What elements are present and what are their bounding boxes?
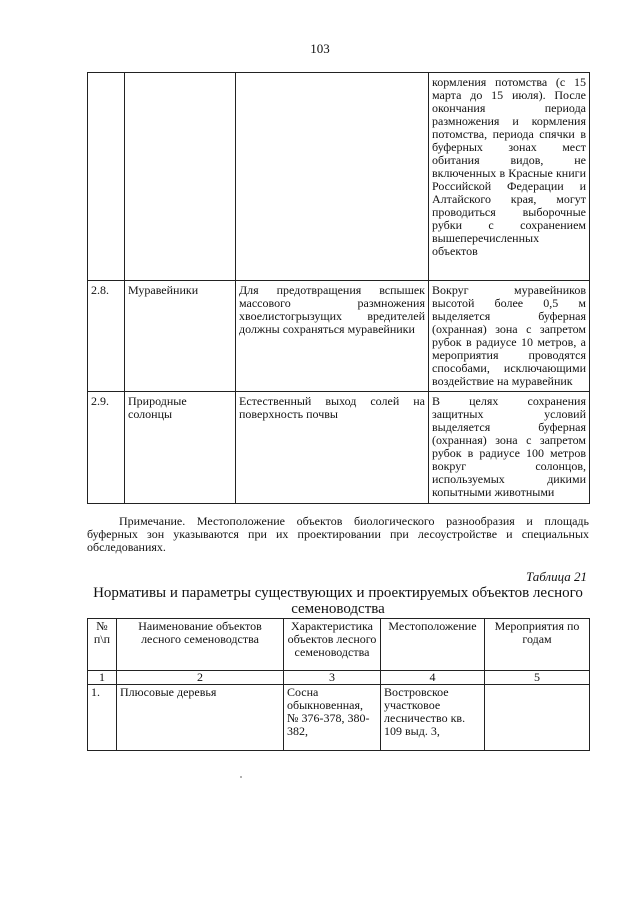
page-number: 103 [310, 41, 330, 56]
row-number: 2.9. [88, 392, 125, 504]
object-location: Востровское участковое лесничество кв. 109 выд. 3, [381, 685, 485, 751]
row-number: 2.8. [88, 281, 125, 392]
object-purpose: Естественный выход солей на поверхность почвы [236, 392, 429, 504]
header-cell-name: Наименование объектов лесного семеноводства [117, 619, 284, 671]
object-measures: Вокруг муравейников высотой более 0,5 м выделяется буферная (охранная) зона с запретом рубок в радиусе 10 метров, а мероприятия проводятся способами, исключающими воздействие на муравейник [429, 281, 590, 392]
header-cell-characteristic: Характеристика объектов лесного семеноводства [284, 619, 381, 671]
column-number-row [88, 671, 590, 685]
column-number: 3 [284, 671, 381, 685]
column-number: 2 [117, 671, 284, 685]
table-row [88, 685, 590, 751]
biodiversity-table [87, 72, 590, 504]
table-header-row [88, 619, 590, 671]
header-cell-location: Местоположение [381, 619, 485, 671]
table-label: Таблица 21 [525, 569, 587, 584]
header-cell-number: № п\п [88, 619, 117, 671]
table-row [88, 281, 590, 392]
object-measures [485, 685, 590, 751]
row-number [88, 73, 125, 281]
column-number: 1 [88, 671, 117, 685]
object-characteristic: Сосна обыкновенная, № 376-378, 380-382, [284, 685, 381, 751]
object-purpose [236, 73, 429, 281]
object-name [125, 73, 236, 281]
scan-speck [240, 776, 242, 778]
table-row [88, 392, 590, 504]
object-measures: В целях сохранения защитных условий выделяется буферная (охранная) зона с запретом рубок в радиусе 100 метров вокруг солонцов, используемых дикими копытными животными [429, 392, 590, 504]
note-paragraph: Примечание. Местоположение объектов биологического разнообразия и площадь буферных зон указываются при их проектировании при лесоустройстве и специальных обследованиях. [87, 514, 589, 554]
header-cell-measures: Мероприятия по годам [485, 619, 590, 671]
seed-objects-table [87, 618, 590, 751]
column-number: 5 [485, 671, 590, 685]
object-name: Муравейники [125, 281, 236, 392]
object-name: Плюсовые деревья [117, 685, 284, 751]
row-number: 1. [88, 685, 117, 751]
object-name: Природные солонцы [125, 392, 236, 504]
column-number: 4 [381, 671, 485, 685]
table-title: Нормативы и параметры существующих и проектируемых объектов лесного семеноводства [93, 585, 583, 617]
table-row [88, 73, 590, 281]
object-purpose: Для предотвращения вспышек массового размножения хвоелистогрызущих вредителей должны сохраняться муравейники [236, 281, 429, 392]
object-measures: кормления потомства (с 15 марта до 15 июля). После окончания периода размножения и кормления потомства, периода спячки в буферных зонах мест обитания видов, не включенных в Красные книги Российской Федерации и Алтайского края, могут проводиться выборочные рубки с сохранением вышеперечисленных объектов [429, 73, 590, 281]
